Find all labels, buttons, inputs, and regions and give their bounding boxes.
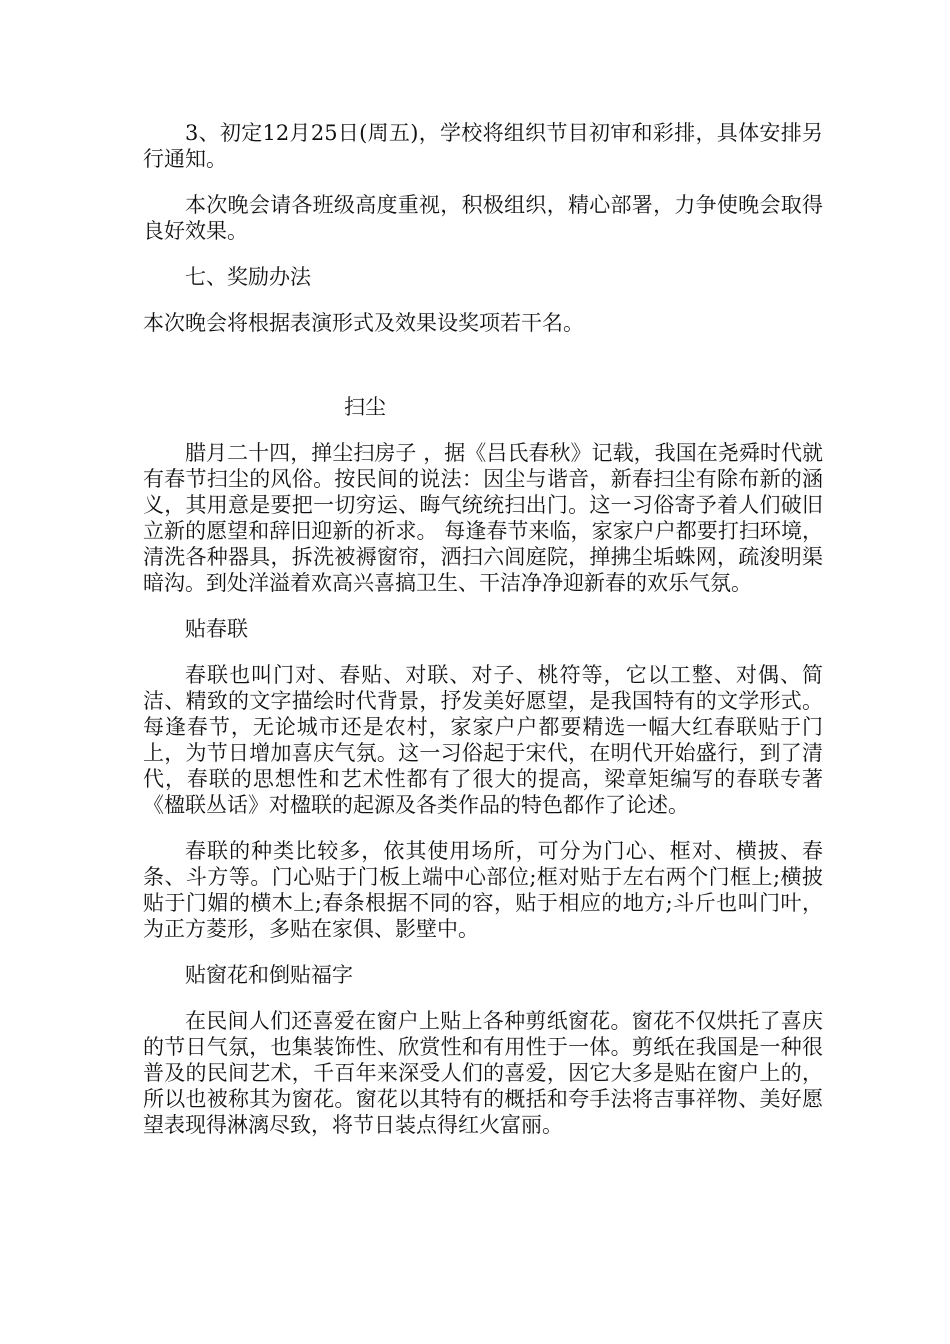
heading-reward: 七、奖励办法 bbox=[185, 265, 311, 289]
paragraph-awards: 本次晚会将根据表演形式及效果设奖项若干名。 bbox=[143, 311, 584, 335]
heading-window: 贴窗花和倒贴福字 bbox=[185, 963, 353, 987]
heading-couplet: 贴春联 bbox=[185, 617, 248, 641]
paragraph-window: 在民间人们还喜爱在窗户上贴上各种剪纸窗花。窗花不仅烘托了喜庆的节日气氛，也集装饰性、欣赏性和有用性于一体。剪纸在我国是一种很普及的民间艺术，千百年来深受人们的喜爱，因它大多是贴在窗户上的，所以也被称其为窗花。窗花以其特有的概括和夸手法将吉事祥物、美好愿望表现得淋漓尽致，将节日装点得红火富丽。 bbox=[143, 1009, 823, 1137]
paragraph-rehearsal: 3、初定12月25日(周五)，学校将组织节目初审和彩排，具体安排另行通知。 bbox=[143, 121, 823, 171]
document-page bbox=[143, 120, 823, 1158]
section-title-dust: 扫尘 bbox=[344, 395, 386, 419]
paragraph-couplet-1: 春联也叫门对、春贴、对联、对子、桃符等，它以工整、对偶、简洁、精致的文字描绘时代背景，抒发美好愿望，是我国特有的文学形式。每逢春节，无论城市还是农村，家家户户都要精选一幅大红春联贴于门上，为节日增加喜庆气氛。这一习俗起于宋代，在明代开始盛行，到了清代，春联的思想性和艺术性都有了很大的提高，梁章矩编写的春联专著《楹联丛话》对楹联的起源及各类作品的特色都作了论述。 bbox=[143, 663, 823, 817]
paragraph-dust: 腊月二十四，掸尘扫房子 ，据《吕氏春秋》记载，我国在尧舜时代就有春节扫尘的风俗。按民间的说法：因尘与谐音，新春扫尘有除布新的涵义，其用意是要把一切穷运、晦气统统扫出门。这一习俗寄予着人们破旧立新的愿望和辞旧迎新的祈求。 每逢春节来临，家家户户都要打扫环境，清洗各种器具，拆洗被褥窗帘，洒扫六闾庭院，掸拂尘垢蛛网，疏浚明渠暗沟。到处洋溢着欢高兴喜搞卫生、干洁净净迎新春的欢乐气氛。 bbox=[143, 441, 823, 595]
paragraph-importance: 本次晚会请各班级高度重视，积极组织，精心部署，力争使晚会取得良好效果。 bbox=[143, 193, 823, 243]
paragraph-couplet-2: 春联的种类比较多，依其使用场所，可分为门心、框对、横披、春条、斗方等。门心贴于门板上端中心部位;框对贴于左右两个门框上;横披贴于门媚的横木上;春条根据不同的容，贴于相应的地方;斗斤也叫门叶，为正方菱形，多贴在家俱、影壁中。 bbox=[143, 839, 823, 941]
